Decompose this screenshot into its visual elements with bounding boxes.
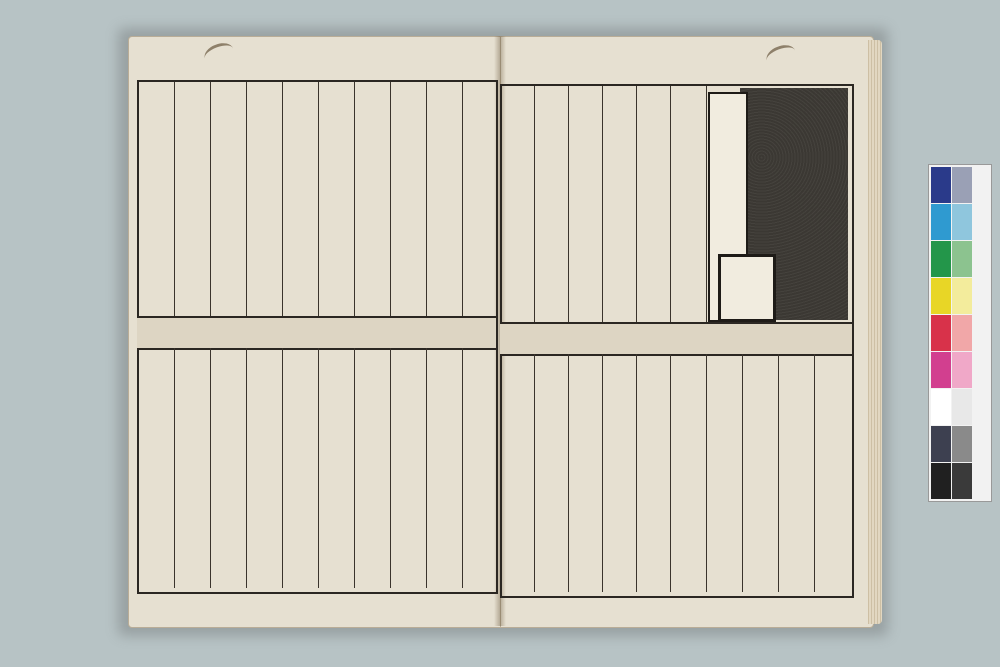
color-swatch <box>931 352 951 388</box>
left-lower-rule-5 <box>354 348 355 588</box>
left-lower-rule-1 <box>210 348 211 588</box>
tint-swatch <box>952 463 972 499</box>
color-swatch <box>931 204 951 240</box>
left-lower-rule-4 <box>318 348 319 588</box>
color-swatch <box>931 463 951 499</box>
right-lower-rule-5 <box>706 354 707 592</box>
left-page-middle-band <box>137 316 496 350</box>
right-upper-rule-1 <box>568 86 569 322</box>
left-upper-rule-0 <box>174 82 175 316</box>
right-lower-rule-8 <box>814 354 815 592</box>
right-page-middle-band <box>500 322 852 356</box>
tint-swatch <box>952 426 972 462</box>
tint-swatch <box>952 241 972 277</box>
left-upper-rule-6 <box>390 82 391 316</box>
left-upper-rule-4 <box>318 82 319 316</box>
left-lower-rule-8 <box>462 348 463 588</box>
right-lower-rule-2 <box>602 354 603 592</box>
left-lower-rule-6 <box>390 348 391 588</box>
left-upper-rule-2 <box>246 82 247 316</box>
tint-swatch <box>952 278 972 314</box>
right-upper-rule-2 <box>602 86 603 322</box>
left-upper-rule-8 <box>462 82 463 316</box>
left-lower-rule-2 <box>246 348 247 588</box>
tint-swatch <box>952 204 972 240</box>
tint-swatch <box>952 167 972 203</box>
color-swatch <box>931 389 951 425</box>
page-edges <box>868 40 882 624</box>
right-lower-rule-0 <box>534 354 535 592</box>
tint-swatch <box>952 315 972 351</box>
left-upper-rule-7 <box>426 82 427 316</box>
color-swatch <box>931 315 951 351</box>
color-swatch <box>931 241 951 277</box>
color-swatch <box>931 167 951 203</box>
left-upper-rule-1 <box>210 82 211 316</box>
right-lower-rule-1 <box>568 354 569 592</box>
right-upper-rule-3 <box>636 86 637 322</box>
left-lower-rule-0 <box>174 348 175 588</box>
right-lower-rule-7 <box>778 354 779 592</box>
color-swatch <box>931 426 951 462</box>
tint-swatch <box>952 352 972 388</box>
right-upper-rule-5 <box>706 86 707 322</box>
left-lower-rule-3 <box>282 348 283 588</box>
right-upper-rule-4 <box>670 86 671 322</box>
right-upper-rule-0 <box>534 86 535 322</box>
left-lower-rule-7 <box>426 348 427 588</box>
tint-swatch <box>952 389 972 425</box>
right-lower-rule-3 <box>636 354 637 592</box>
color-swatch <box>931 278 951 314</box>
left-upper-rule-3 <box>282 82 283 316</box>
color-calibration-card <box>928 164 992 502</box>
right-lower-rule-4 <box>670 354 671 592</box>
title-seal <box>718 254 776 322</box>
left-upper-rule-5 <box>354 82 355 316</box>
right-lower-rule-6 <box>742 354 743 592</box>
